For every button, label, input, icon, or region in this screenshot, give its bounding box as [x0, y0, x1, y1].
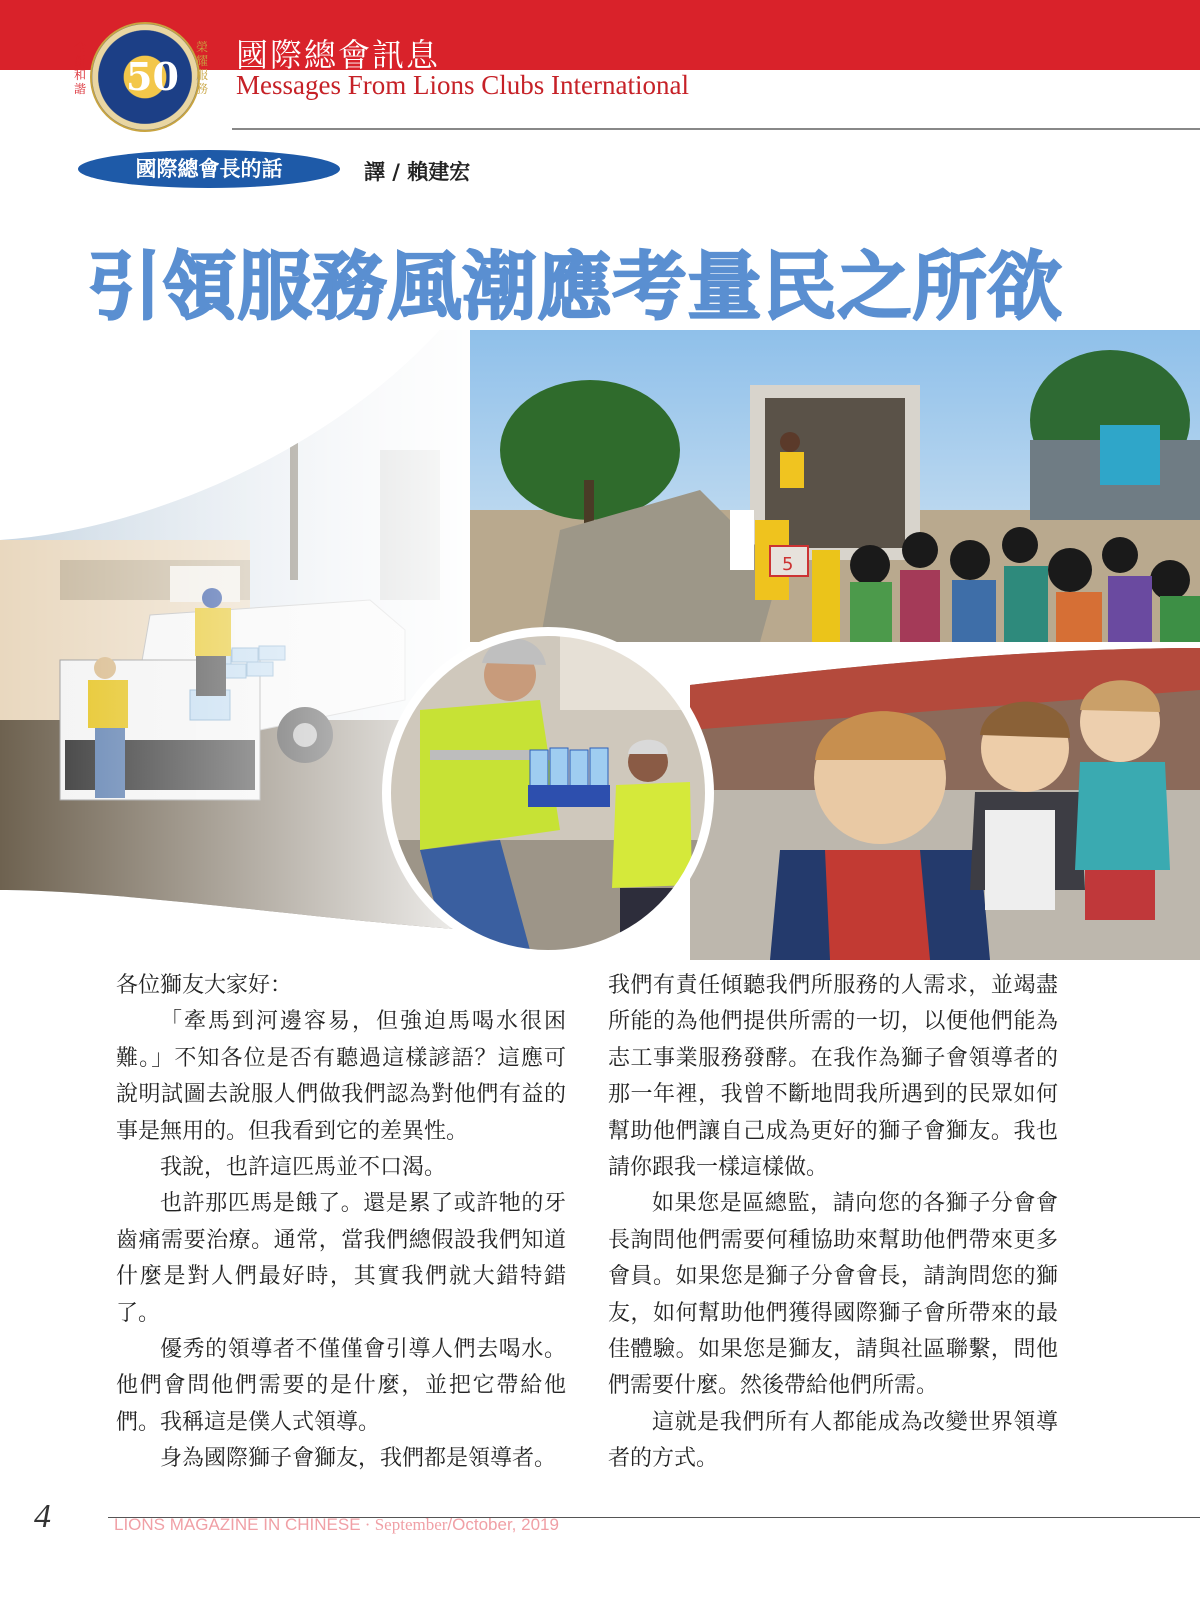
greeting-paragraph: 各位獅友大家好： — [116, 973, 293, 998]
district-logo — [90, 22, 200, 132]
article-right-column — [608, 968, 1058, 1478]
body-paragraph: 這就是我們所有人都能成為改變世界領導者的方式。 — [608, 1409, 1058, 1472]
body-paragraph: 優秀的領導者不僅僅會引導人們去喝水。他們會問他們需要的是什麼，並把它帶給他們。我稱這是僕人式領導。 — [116, 1337, 566, 1435]
footer-date: /October, 2019 — [447, 1515, 559, 1534]
column-label-pill — [78, 150, 340, 188]
section-title-english: Messages From Lions Clubs International — [236, 70, 689, 100]
box-label: 5 — [782, 554, 794, 575]
footer-magazine-line — [114, 1515, 559, 1535]
column-label-text: 國際總會長的話 — [135, 156, 283, 181]
body-paragraph: 我說，也許這匹馬並不口渴。 — [160, 1155, 447, 1181]
translator-byline: 譯 / 賴建宏 — [364, 160, 471, 184]
section-title-chinese: 國際總會訊息 — [236, 36, 441, 74]
header-rule — [232, 128, 1200, 130]
footer-separator: · — [360, 1515, 375, 1534]
body-paragraph: 我們有責任傾聽我們所服務的人需求，並竭盡所能的為他們提供所需的一切，以便他們能為志工事業服務發酵。在我作為獅子會領導者的那一年裡，我曾不斷地問我所遇到的民眾如何幫助他們讓自己成為更好的獅子會獅友。我也請你跟我一樣這樣做。 — [608, 973, 1058, 1181]
logo-left-motto: 全 新 和 諧 — [73, 40, 86, 96]
body-paragraph: 「牽馬到河邊容易，但強迫馬喝水很困難。」不知各位是否有聽過這樣諺語？這應可說明試圖去說服人們做我們認為對他們有益的事是無用的。但我看到它的差異性。 — [116, 1009, 566, 1144]
photo-collage — [0, 330, 1200, 960]
footer-month: September — [374, 1515, 448, 1534]
logo-anniversary-number: 50 — [126, 54, 179, 99]
photo-children-lunch — [690, 648, 1200, 960]
article-headline: 引領服務風潮應考量民之所欲 — [87, 244, 1063, 330]
body-paragraph: 身為國際獅子會獅友，我們都是領導者。 — [160, 1446, 557, 1472]
logo-right-motto: 榮 耀 服 務 — [195, 40, 208, 96]
article-left-column — [116, 968, 566, 1478]
photo-food-distribution — [440, 330, 1200, 642]
body-paragraph: 如果您是區總監，請向您的各獅子分會會長詢問他們需要何種協助來幫助他們帶來更多會員。如果您是獅子分會會長，請詢問您的獅友，如何幫助他們獲得國際獅子會所帶來的最佳體驗。如果您是獅友，請與社區聯繫，問他們需要什麼。然後帶給他們所需。 — [608, 1191, 1058, 1399]
body-paragraph: 也許那匹馬是餓了。還是累了或許牠的牙齒痛需要治療。通常，當我們總假設我們知道什麼是對人們最好時，其實我們就大錯特錯了。 — [116, 1191, 566, 1326]
page-number: 4 — [34, 1498, 51, 1535]
footer-magazine-name: LIONS MAGAZINE IN CHINESE — [114, 1515, 361, 1534]
